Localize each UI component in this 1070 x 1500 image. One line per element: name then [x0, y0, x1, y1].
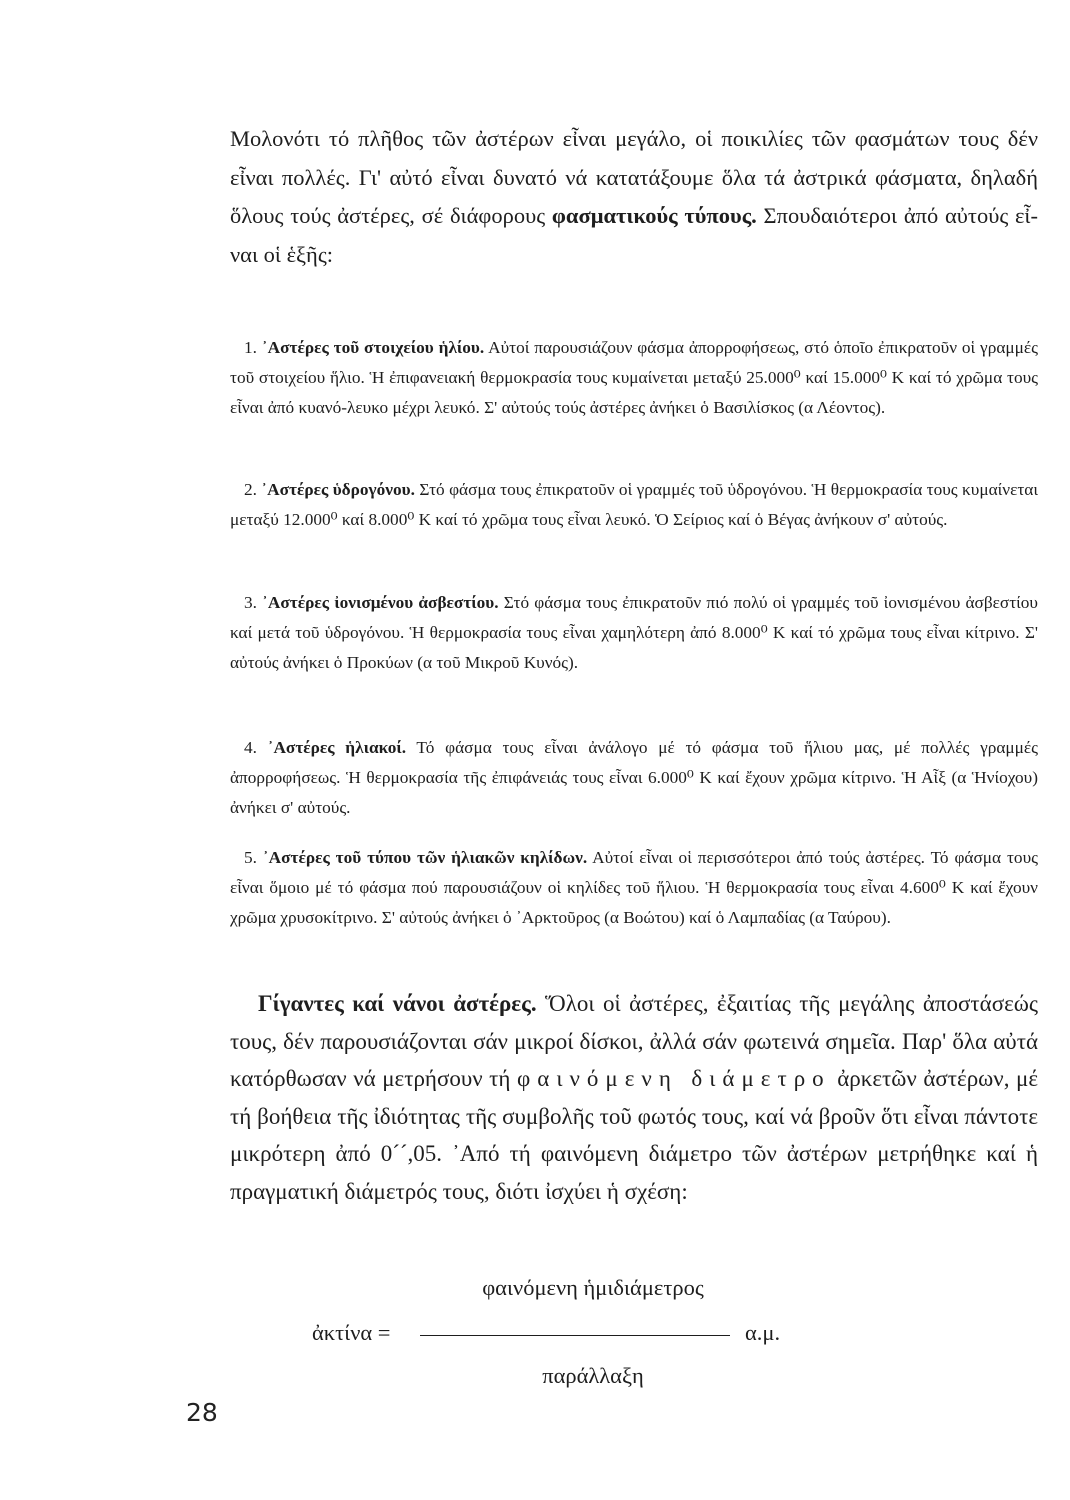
giants-title: Γίγαντες καί νάνοι ἀστέρες. [258, 991, 537, 1016]
item-body: Στό φάσμα τους ἐπικρατοῦν οἱ γραμμές τοῦ ὑδρογόνου. Ἡ θερμοκρασία τους κυμαίνεται μεταξύ 12.000⁰ καί 8.000⁰ Κ καί τό χρῶμα τους εἶναι λευκό. Ὁ Σείριος καί ὁ Βέγας ἀνήκουν σ' αὐτούς. [230, 480, 1039, 529]
item-body: Στό φάσμα τους ἐπικρατοῦν πιό πολύ οἱ γραμμές τοῦ ἰονισμένου ἀσβεστίου καί μετά τοῦ ὑδρογόνου. Ἡ θερμοκρασία τους εἶναι χαμηλότερη ἀπό 8.000⁰ Κ καί τό χρῶμα τους εἶναι κίτρινο. Σ' αὐτούς ἀνήκει ὁ Προκύων (α τοῦ Μικροῦ Κυνός). [230, 593, 1038, 672]
item-number: 1. [244, 338, 257, 357]
intro-text-before: Μολονότι τό πλῆθος τῶν ἀστέρων εἶναι μεγάλο, οἱ ποικιλίες τῶν φασμάτων τους δέν εἶναι πολλές. Γι' αὐτό εἶναι δυνατό νά κατατάξουμε ὅλα τά ἀστρικά φάσματα, δηλαδή ὅλους τούς ἀστέρες, σέ διάφορους [230, 126, 1038, 228]
item-body: Αὐτοί εἶναι οἱ περισσότεροι ἀπό τούς ἀστέρες. Τό φάσμα τους εἶναι ὅμοιο μέ τό φάσμα πού παρουσιάζουν οἱ κηλίδες τοῦ ἥλιου. Ἡ θερμοκρασία τους εἶναι 4.600⁰ Κ καί ἔχουν χρῶμα χρυσοκίτρινο. Σ' αὐτούς ἀνήκει ὁ ᾿Αρκτοῦρος (α Βοώτου) καί ὁ Λαμπαδίας (α Ταύρου). [230, 848, 1038, 927]
spectral-type-2 [230, 475, 1038, 535]
intro-text-after: Σπουδαιότεροι ἀπό αὐτούς εἶ-ναι οἱ ἑξῆς: [230, 203, 1038, 267]
item-number: 3. [244, 593, 257, 612]
radius-formula [300, 1275, 860, 1405]
item-title: ᾿Αστέρες τοῦ στοιχείου ἡλίου. [261, 338, 485, 357]
intro-paragraph [230, 120, 1038, 274]
formula-denominator: παράλλαξη [542, 1363, 644, 1388]
item-body: Τό φάσμα τους εἶναι ἀνάλογο μέ τό φάσμα τοῦ ἥλιου μας, μέ πολλές γραμμές ἀπορροφήσεως. Ἡ θερμοκρασία τῆς ἐπιφάνειάς τους εἶναι 6.000⁰ Κ καί ἔχουν χρῶμα κίτρινο. Ἡ Αἶξ (α Ἡνίοχου) ἀνήκει σ' αὐτούς. [230, 738, 1039, 817]
item-body: Αὐτοί παρουσιάζουν φάσμα ἀπορροφήσεως, στό ὁποῖο ἐπικρατοῦν οἱ γραμμές τοῦ στοιχείου ἥλιο. Ἡ ἐπιφανειακή θερμοκρασία τους κυμαίνεται μεταξύ 25.000⁰ καί 15.000⁰ Κ καί τό χρῶμα τους εἶναι ἀπό κυανό-λευκο μέχρι λευκό. Σ' αὐτούς τούς ἀστέρες ἀνήκει ὁ Βασιλίσκος (α Λέοντος). [230, 338, 1039, 417]
fraction-bar [420, 1335, 730, 1336]
page-number: 28 [186, 1398, 218, 1427]
spectral-type-4 [230, 733, 1038, 823]
item-number: 4. [244, 738, 257, 757]
intro-bold-term: φασματικούς τύπους. [551, 203, 757, 228]
formula-numerator: φαινόμενη ἡμιδιάμετρος [482, 1275, 704, 1300]
spectral-type-5 [230, 843, 1038, 933]
giants-spaced-term: φαινόμενη διάμετρο [517, 1066, 831, 1091]
formula-lhs: ἀκτίνα = [312, 1320, 391, 1345]
item-title: ᾿Αστέρες ἡλιακοί. [267, 738, 407, 757]
spectral-type-3 [230, 588, 1038, 678]
spectral-type-1 [230, 333, 1038, 423]
giants-dwarfs-paragraph [230, 985, 1038, 1210]
item-number: 2. [244, 480, 257, 499]
item-number: 5. [244, 848, 257, 867]
item-title: ᾿Αστέρες τοῦ τύπου τῶν ἡλιακῶν κηλίδων. [262, 848, 588, 867]
giants-text-before: Ὅλοι οἱ ἀστέρες, ἐξαιτίας τῆς μεγάλης ἀποστάσεώς τους, δέν παρουσιάζονται σάν μικροί δίσκοι, ἀλλά σάν φωτεινά σημεῖα. Παρ' ὅλα αὐτά κατόρθωσαν νά μετρήσουν τή [230, 991, 1038, 1091]
giants-text-after: ἀρκετῶν ἀστέρων, μέ τή βοήθεια τῆς ἰδιότητας τῆς συμβολῆς τοῦ φωτός τους, καί νά βροῦν ὅτι εἶναι πάντοτε μικρότερη ἀπό 0´´,05. ᾿Από τή φαινόμενη διάμετρο τῶν ἀστέρων μετρήθηκε καί ἡ πραγματική διάμετρός τους, διότι ἰσχύει ἡ σχέση: [230, 1066, 1038, 1204]
formula-unit: α.μ. [745, 1320, 781, 1345]
item-title: ᾿Αστέρες ἰονισμένου ἀσβεστίου. [262, 593, 499, 612]
item-title: ᾿Αστέρες ὑδρογόνου. [261, 480, 415, 499]
